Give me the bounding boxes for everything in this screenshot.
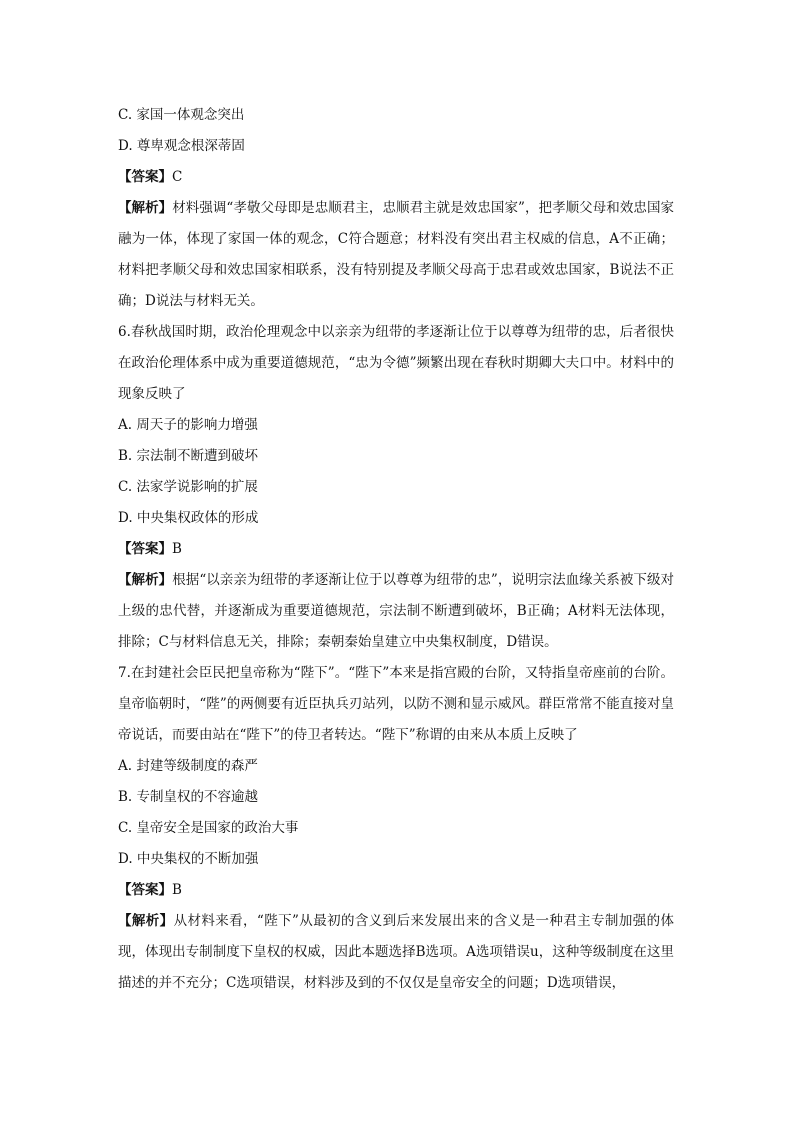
q7-answer [118, 875, 678, 906]
q7-option-d: D. 中央集权的不断加强 [118, 851, 259, 867]
q5-option-c: C. 家国一体观念突出 [118, 107, 245, 123]
answer-value: C [172, 169, 183, 185]
answer-label: 【答案】 [118, 541, 172, 557]
analysis-text: 根据“以亲亲为纽带的孝逐渐让位于以尊尊为纽带的忠”，说明宗法血缘关系被下级对上级的忠代替，并逐渐成为重要道德规范，宗法制不断遭到破坏，B正确；A材料无法体现，排除；C与材料信息无关，排除；秦朝秦始皇建立中央集权制度，D错误。 [118, 572, 674, 650]
q7-stem: 7.在封建社会臣民把皇帝称为“陛下”。“陛下”本来是指宫殿的台阶，又特指皇帝座前的台阶。皇帝临朝时，“陛”的两侧要有近臣执兵刃站列，以防不测和显示威风。群臣常常不能直接对皇帝说话，而要由站在“陛下”的侍卫者转达。“陛下”称谓的由来从本质上反映了 [118, 665, 674, 743]
q7-option-a: A. 封建等级制度的森严 [118, 758, 258, 774]
q7-option-c: C. 皇帝安全是国家的政治大事 [118, 820, 299, 836]
analysis-text: 从材料来看，“陛下”从最初的含义到后来发展出来的含义是一种君主专制加强的体现，体现出专制制度下皇权的权威，因此本题选择B选项。A选项错误u，这种等级制度在这里描述的并不充分；C选项错误，材料涉及到的不仅仅是皇帝安全的问题；D选项错误， [118, 913, 674, 991]
document-page [118, 100, 678, 999]
q6-stem: 6.春秋战国时期，政治伦理观念中以亲亲为纽带的孝逐渐让位于以尊尊为纽带的忠，后者很快在政治伦理体系中成为重要道德规范，“忠为令德”频繁出现在春秋时期卿大夫口中。材料中的现象反映了 [118, 324, 674, 402]
analysis-label: 【解析】 [118, 572, 173, 588]
q6-option-a: A. 周天子的影响力增强 [118, 417, 258, 433]
q6-answer [118, 534, 678, 565]
analysis-label: 【解析】 [118, 200, 173, 216]
q7-option-b: B. 专制皇权的不容逾越 [118, 789, 259, 805]
answer-label: 【答案】 [118, 882, 172, 898]
analysis-text: 材料强调“孝敬父母即是忠顺君主，忠顺君主就是效忠国家”，把孝顺父母和效忠国家融为一体，体现了家国一体的观念，C符合题意；材料没有突出君主权威的信息，A不正确；材料把孝顺父母和效忠国家相联系，没有特别提及孝顺父母高于忠君或效忠国家，B说法不正确；D说法与材料无关。 [118, 200, 674, 309]
q7-analysis [118, 906, 674, 999]
q5-analysis [118, 193, 674, 317]
q6-option-c: C. 法家学说影响的扩展 [118, 479, 258, 495]
q6-option-b: B. 宗法制不断遭到破坏 [118, 448, 259, 464]
q5-answer [118, 162, 678, 193]
answer-value: B [172, 541, 182, 557]
answer-value: B [172, 882, 182, 898]
q6-analysis [118, 565, 674, 658]
q5-option-d: D. 尊卑观念根深蒂固 [118, 138, 245, 154]
q6-option-d: D. 中央集权政体的形成 [118, 510, 259, 526]
answer-label: 【答案】 [118, 169, 172, 185]
analysis-label: 【解析】 [118, 913, 174, 929]
